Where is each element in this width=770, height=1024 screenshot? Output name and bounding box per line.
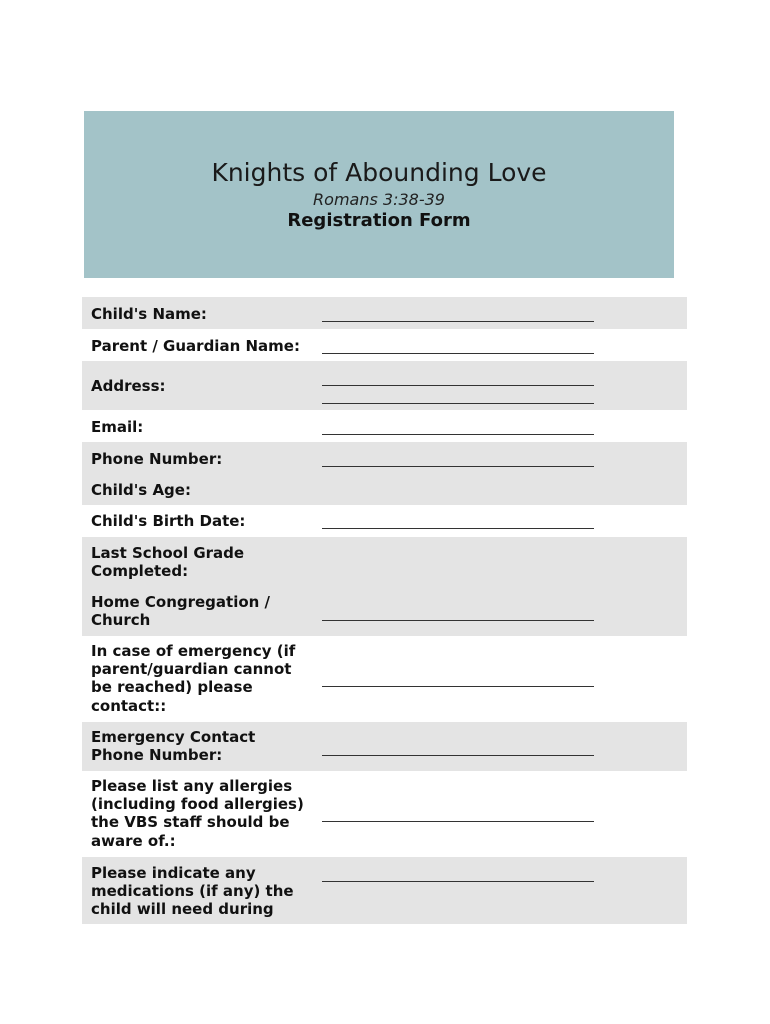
page-title: Knights of Abounding Love (211, 158, 547, 187)
form-row-child-name (82, 297, 687, 329)
child-name-field[interactable] (322, 321, 594, 322)
form-row-parent-name (82, 329, 687, 361)
form-row-medications (82, 857, 687, 924)
registration-form-table (82, 297, 687, 924)
emergency-phone-label: Emergency Contact Phone Number: (91, 728, 256, 765)
address-label: Address: (91, 377, 166, 395)
address-field-line-1[interactable] (322, 385, 594, 386)
allergies-label: Please list any allergies (including food allergies) the VBS staff should be aware of.: (91, 777, 304, 850)
form-title: Registration Form (287, 210, 471, 231)
form-row-emergency-phone (82, 722, 687, 771)
form-row-email (82, 410, 687, 442)
child-age-label: Child's Age: (91, 481, 191, 499)
congregation-field[interactable] (322, 620, 594, 621)
email-label: Email: (91, 418, 144, 436)
birth-date-label: Child's Birth Date: (91, 512, 246, 530)
scripture-reference: Romans 3:38-39 (313, 190, 445, 209)
form-row-grade-congregation (82, 537, 687, 636)
congregation-label: Home Congregation / Church (91, 593, 271, 630)
emergency-contact-label: In case of emergency (if parent/guardian cannot be reached) please contact:: (91, 642, 296, 715)
email-field[interactable] (322, 434, 594, 435)
parent-name-field[interactable] (322, 353, 594, 354)
school-grade-label: Last School Grade Completed: (91, 544, 245, 581)
phone-field[interactable] (322, 466, 594, 467)
form-row-birth-date (82, 505, 687, 537)
form-row-emergency-contact (82, 636, 687, 722)
allergies-field[interactable] (322, 821, 594, 822)
form-header (84, 111, 674, 278)
child-name-label: Child's Name: (91, 305, 207, 323)
form-row-phone-age (82, 442, 687, 505)
parent-name-label: Parent / Guardian Name: (91, 337, 300, 355)
form-row-address (82, 361, 687, 410)
emergency-contact-field[interactable] (322, 686, 594, 687)
birth-date-field[interactable] (322, 528, 594, 529)
medications-field[interactable] (322, 881, 594, 882)
phone-label: Phone Number: (91, 450, 223, 468)
emergency-phone-field[interactable] (322, 755, 594, 756)
form-row-allergies (82, 771, 687, 857)
medications-label: Please indicate any medications (if any) the child will need during (91, 864, 294, 919)
address-field-line-2[interactable] (322, 403, 594, 404)
